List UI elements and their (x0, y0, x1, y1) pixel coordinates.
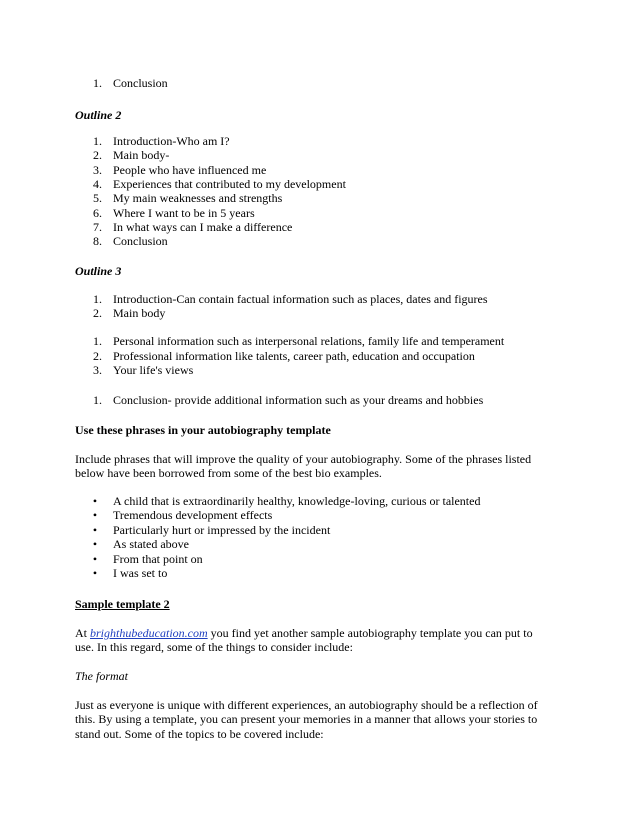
bullet-item: As stated above (113, 537, 189, 551)
bullet-item: Tremendous development effects (113, 508, 273, 522)
list-number: 8. (93, 234, 102, 248)
bullet-icon: • (92, 537, 98, 551)
text-suffix: you find yet another sample autobiography template you can put to (207, 626, 533, 640)
list-item: Personal information such as interpersonal relations, family life and temperament (113, 334, 505, 348)
paragraph-line: Just as everyone is unique with different experiences, an autobiography should be a reflection of (75, 698, 538, 712)
bullet-icon: • (92, 523, 98, 537)
format-heading: The format (75, 669, 129, 683)
brighthub-link[interactable]: brighthubeducation.com (90, 626, 208, 640)
list-number: 1. (93, 134, 102, 148)
bullet-icon: • (92, 552, 98, 566)
bullet-icon: • (92, 494, 98, 508)
bullet-icon: • (92, 566, 98, 580)
list-number: 4. (93, 177, 102, 191)
paragraph-line: this. By using a template, you can present your memories in a manner that allows your stories to (75, 712, 538, 726)
phrases-heading: Use these phrases in your autobiography template (75, 423, 331, 437)
list-number: 6. (93, 206, 102, 220)
bullet-icon: • (92, 508, 98, 522)
list-number: 5. (93, 191, 102, 205)
paragraph-line: stand out. Some of the topics to be covered include: (75, 727, 324, 741)
list-item: Your life's views (113, 363, 194, 377)
list-item: Experiences that contributed to my development (113, 177, 346, 191)
outline-3-heading: Outline 3 (75, 264, 122, 278)
paragraph-line: Include phrases that will improve the quality of your autobiography. Some of the phrases listed (75, 452, 532, 466)
bullet-item: Particularly hurt or impressed by the incident (113, 523, 331, 537)
list-number: 1. (93, 393, 102, 407)
paragraph-line (75, 626, 533, 640)
paragraph-line: below have been borrowed from some of the best bio examples. (75, 466, 382, 480)
list-item: Conclusion- provide additional information such as your dreams and hobbies (113, 393, 484, 407)
list-number: 7. (93, 220, 102, 234)
list-item: People who have influenced me (113, 163, 267, 177)
list-item: Where I want to be in 5 years (113, 206, 255, 220)
list-number: 3. (93, 363, 102, 377)
list-number: 2. (93, 306, 102, 320)
paragraph-line: use. In this regard, some of the things to consider include: (75, 640, 353, 654)
outline-2-heading: Outline 2 (75, 108, 122, 122)
bullet-item: From that point on (113, 552, 203, 566)
list-item: Introduction-Can contain factual information such as places, dates and figures (113, 292, 488, 306)
list-item: My main weaknesses and strengths (113, 191, 283, 205)
list-number: 2. (93, 349, 102, 363)
sample-template-heading: Sample template 2 (75, 597, 170, 611)
list-item: Main body- (113, 148, 170, 162)
list-item: In what ways can I make a difference (113, 220, 293, 234)
bullet-item: I was set to (113, 566, 168, 580)
bullet-item: A child that is extraordinarily healthy, knowledge-loving, curious or talented (113, 494, 481, 508)
list-item: Conclusion (113, 76, 168, 90)
list-item: Introduction-Who am I? (113, 134, 230, 148)
list-number: 1. (93, 334, 102, 348)
list-number: 1. (93, 292, 102, 306)
text-prefix: At (75, 626, 90, 640)
list-item: Main body (113, 306, 166, 320)
list-number: 3. (93, 163, 102, 177)
list-item: Professional information like talents, career path, education and occupation (113, 349, 475, 363)
list-number: 2. (93, 148, 102, 162)
list-number: 1. (93, 76, 102, 90)
list-item: Conclusion (113, 234, 168, 248)
